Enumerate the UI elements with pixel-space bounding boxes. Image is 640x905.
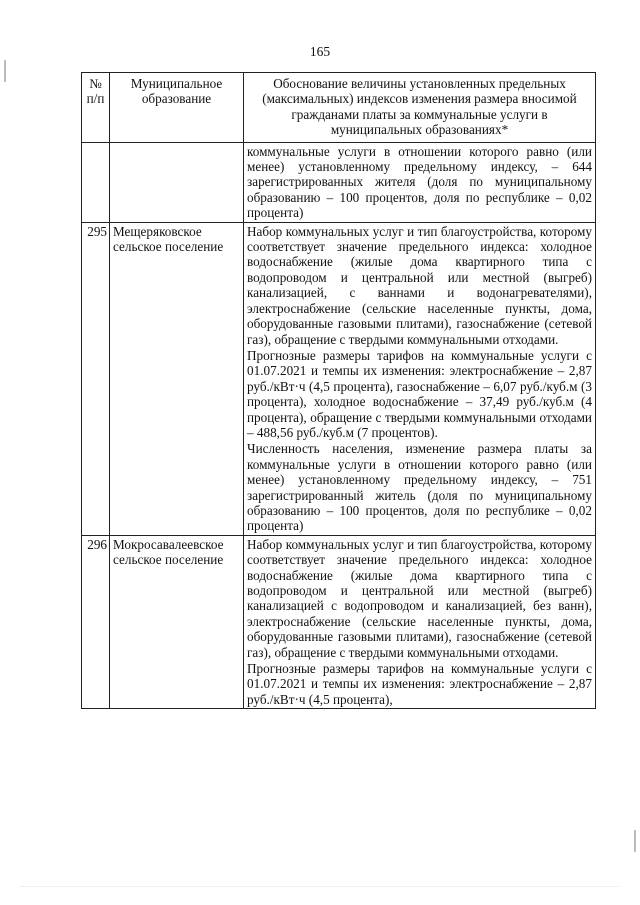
table-row <box>82 142 596 222</box>
basis-paragraph: Набор коммунальных услуг и тип благоустройства, которому соответствует значение предельного индекса: холодное водоснабжение (жилые дома квартирного типа с водопроводом и центральной или местной (выгреб) канализацией, с ваннами и водонагревателями), электроснабжение (сельские населенные пункты, дома, оборудованные газовыми плитами), газоснабжение (сетевой газ), обращение с твердыми коммунальными отходами. <box>247 223 592 347</box>
basis-paragraph: Численность населения, изменение размера платы за коммунальные услуги в отношении которого равно (или менее) установленному предельному индексу, – 751 зарегистрированный житель (доля по муниципальному образованию – 100 процентов, доля по республике – 0,02 процента) <box>247 441 592 534</box>
row-municipality <box>110 142 244 222</box>
scan-edge-mark <box>4 60 6 82</box>
scan-edge-mark <box>634 830 636 852</box>
table-row <box>82 535 596 708</box>
scan-noise-line <box>20 886 620 897</box>
row-municipality: Мещеряковское сельское поселение <box>110 222 244 535</box>
header-basis: Обоснование величины установленных предельных (максимальных) индексов изменения размера вносимой гражданами платы за коммунальные услуги в муниципальных образованиях* <box>244 73 596 143</box>
row-num <box>82 142 110 222</box>
tariff-index-table <box>81 72 596 709</box>
row-basis <box>244 142 596 222</box>
basis-paragraph: Набор коммунальных услуг и тип благоустройства, которому соответствует значение предельного индекса: холодное водоснабжение (жилые дома квартирного типа с водопроводом и центральной или местной (выгреб) канализацией с водопроводом и канализацией, без ванн), электроснабжение (сельские населенные пункты, дома, оборудованные газовыми плитами), газоснабжение (сетевой газ), обращение с твердыми коммунальными отходами. <box>247 536 592 660</box>
table-row <box>82 222 596 535</box>
row-num: 295 <box>82 222 110 535</box>
table-header <box>82 73 596 143</box>
basis-paragraph: Прогнозные размеры тарифов на коммунальные услуги с 01.07.2021 и темпы их изменения: электроснабжение – 2,87 руб./кВт·ч (4,5 процента), газоснабжение – 6,07 руб./куб.м (3 процента), холодное водоснабжение – 37,49 руб./куб.м (4 процента), обращение с твердыми коммунальными отходами – 488,56 руб./куб.м (7 процентов). <box>247 347 592 440</box>
header-num: № п/п <box>82 73 110 143</box>
row-num: 296 <box>82 535 110 708</box>
basis-paragraph: Прогнозные размеры тарифов на коммунальные услуги с 01.07.2021 и темпы их изменения: электроснабжение – 2,87 руб./кВт·ч (4,5 процента), <box>247 661 592 707</box>
row-basis <box>244 535 596 708</box>
table-header-row <box>82 73 596 143</box>
page-number: 165 <box>309 44 331 59</box>
row-basis <box>244 222 596 535</box>
header-municipality: Муниципальное образование <box>110 73 244 143</box>
basis-paragraph: коммунальные услуги в отношении которого равно (или менее) установленному предельному индексу, – 644 зарегистрированных жителя (доля по муниципальному образованию – 100 процентов, доля по республике – 0,02 процента) <box>247 143 592 221</box>
row-municipality: Мокросавалеевское сельское поселение <box>110 535 244 708</box>
